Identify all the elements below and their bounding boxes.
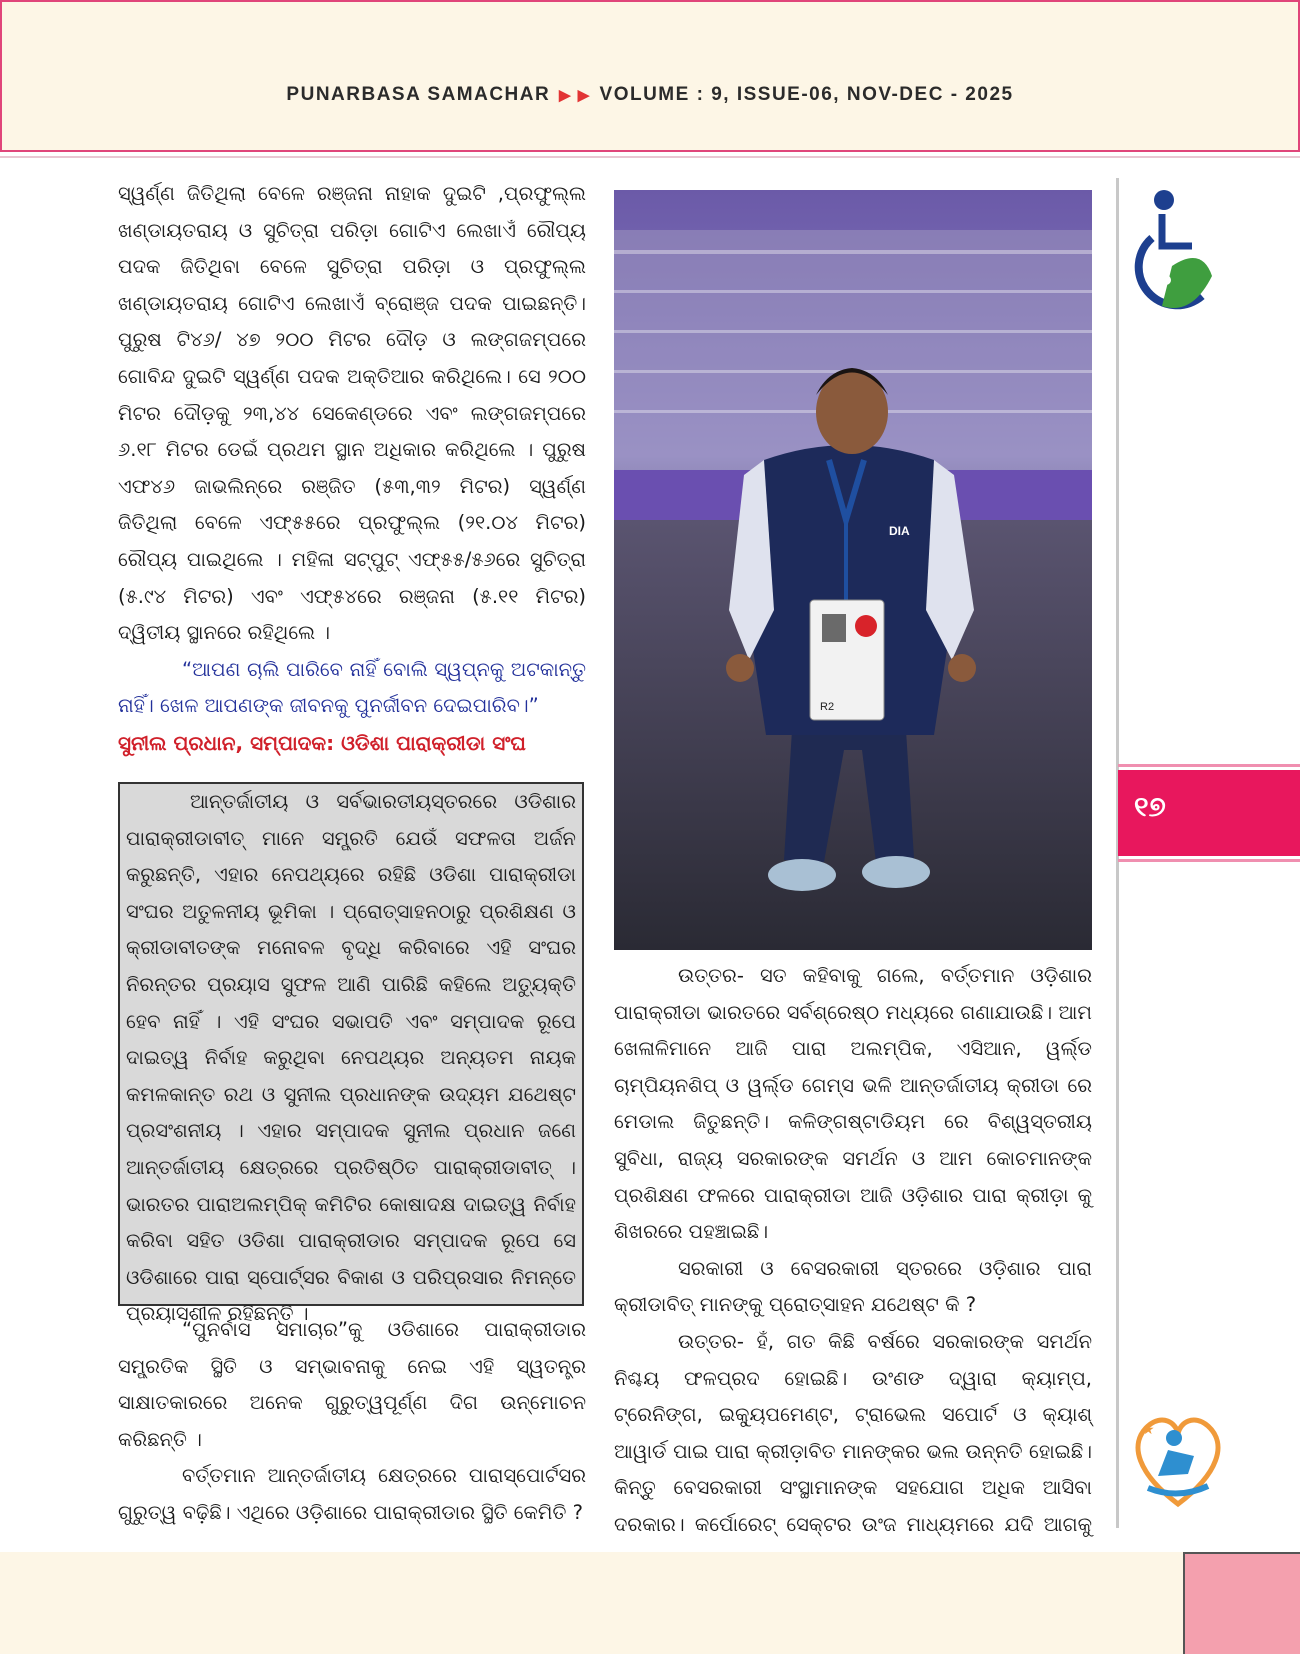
rehab-logo-icon: [1128, 1404, 1228, 1514]
magazine-name: PUNARBASA SAMACHAR: [286, 84, 551, 105]
pull-quote: “ଆପଣ ଚାଲି ପାରିବେ ନାହିଁ ବୋଲି ସ୍ୱପ୍ନକୁ ଅଟକାନ୍ତୁ ନାହିଁ। ଖେଳ ଆପଣଙ୍କ ଜୀବନକୁ ପୁନର୍ଜୀବନ ଦେଇପାରିବ।”: [118, 657, 586, 718]
header-divider: [0, 156, 1300, 158]
right-column: [614, 958, 1092, 1580]
athlete-photo-illustration: [614, 190, 1092, 950]
jacket-text: DIA: [889, 524, 910, 538]
athlete-photo: [614, 190, 1092, 950]
highlight-text: ଆନ୍ତର୍ଜାତୀୟ ଓ ସର୍ବଭାରତୀୟସ୍ତରରେ ଓଡିଶାର ପାରାକ୍ରୀଡାବୀତ୍ ମାନେ ସମ୍ପ୍ରତି ଯେଉଁ ସଫଳତା ଅର୍ଜନ କରୁଛନ୍ତି, ଏହାର ନେପଥ୍ୟରେ ରହିଛି ଓଡିଶା ପାରାକ୍ରୀଡା ସଂଘର ଅତୁଳନୀୟ ଭୂମିକା । ପ୍ରୋତ୍ସାହନଠାରୁ ପ୍ରଶିକ୍ଷଣ ଓ କ୍ରୀଡାବୀତଙ୍କ ମନୋବଳ ବୃଦ୍ଧି କରିବାରେ ଏହି ସଂଘର ନିରନ୍ତର ପ୍ରୟାସ ସୁଫଳ ଆଣି ପାରିଛି କହିଲେ ଅତ୍ୟୁକ୍ତି ହେବ ନାହିଁ । ଏହି ସଂଘର ସଭାପତି ଏବଂ ସମ୍ପାଦକ ରୂପେ ଦାଇତ୍ୱ ନିର୍ବାହ କରୁଥିବା ନେପଥ୍ୟର ଅନ୍ୟତମ ନାୟକ କମଳକାନ୍ତ ରଥ ଓ ସୁନୀଲ ପ୍ରଧାନଙ୍କ ଉଦ୍ୟମ ଯଥେଷ୍ଟ ପ୍ରସଂଶନୀୟ । ଏହାର ସମ୍ପାଦକ ସୁନୀଲ ପ୍ରଧାନ ଜଣେ ଆନ୍ତର୍ଜାତୀୟ କ୍ଷେତ୍ରରେ ପ୍ରତିଷ୍ଠିତ ପାରାକ୍ରୀଡାବୀତ୍ । ଭାରତର ପାରାଅଲମ୍ପିକ୍ କମିଟିର କୋଷାଦକ୍ଷ ଦାଇତ୍ୱ ନିର୍ବାହ କରିବା ସହିତ ଓଡିଶା ପାରାକ୍ରୀଡାର ସମ୍ପାଦକ ରୂପେ ସେ ଓଡିଶାରେ ପାରା ସ୍ପୋର୍ଟ୍ସର ବିକାଶ ଓ ପରିପ୍ରସାର ନିମନ୍ତେ ପ୍ରୟାସଶୀଳ ରହିଛନ୍ତି ।: [126, 790, 576, 1326]
highlight-box: [118, 782, 584, 1326]
issue-info: VOLUME : 9, ISSUE-06, NOV-DEC - 2025: [599, 84, 1014, 105]
page-footer: [0, 1552, 1300, 1654]
left-column-continued: [118, 1312, 586, 1532]
article-paragraph: “ପୁନର୍ବାସ ସମାଚାର”କୁ ଓଡିଶାରେ ପାରାକ୍ରୀଡାର ସମ୍ପ୍ରତିକ ସ୍ଥିତି ଓ ସମ୍ଭାବନାକୁ ନେଇ ଏହି ସ୍ୱତନ୍ତ୍ର ସାକ୍ଷାତକାରରେ ଅନେକ ଗୁରୁତ୍ୱପୂର୍ଣ୍ଣ ଦିଗ ଉନ୍ମୋଚନ କରିଛନ୍ତି ।: [118, 1318, 586, 1451]
page-tab-border: [1118, 859, 1300, 862]
parasports-logo-icon: [1132, 186, 1218, 326]
double-arrow-icon: ▶ ▶: [559, 87, 591, 104]
page-number: ୧୭: [1134, 790, 1166, 823]
masthead-title: [0, 84, 1300, 106]
badge-text: R2: [820, 701, 835, 713]
interview-answer: ଉତ୍ତର- ହଁ, ଗତ କିଛି ବର୍ଷରେ ସରକାରଙ୍କ ସମର୍ଥନ ନିଶ୍ଚୟ ଫଳପ୍ରଦ ହୋଇଛି। ଉଂଣଙ ଦ୍ୱାରା କ୍ୟାମ୍ପ, ଟ୍ରେନିଙ୍ଗ, ଇକ୍ୟୁପମେଣ୍ଟ, ଟ୍ରାଭେଲ ସପୋର୍ଟ ଓ କ୍ୟାଶ୍ ଆୱାର୍ଡ ପାଇ ପାରା କ୍ରୀଡ଼ାବିତ ମାନଙ୍କର ଭଲ ଉନ୍ନତି ହୋଇଛି। କିନ୍ତୁ ବେସରକାରୀ ସଂସ୍ଥାମାନଙ୍କ ସହଯୋଗ ଅଧିକ ଆସିବା ଦରକାର। କର୍ପୋରେଟ୍ ସେକ୍ଟର ଉଂଜ ମାଧ୍ୟମରେ ଯଦି ଆଗକୁ: [614, 1329, 1092, 1536]
masthead: [0, 0, 1300, 152]
quote-byline: ସୁନୀଲ ପ୍ରଧାନ, ସମ୍ପାଦକ: ଓଡିଶା ପାରାକ୍ରୀଡା ସଂଘ: [118, 730, 526, 755]
interview-answer: ଉତ୍ତର- ସତ କହିବାକୁ ଗଲେ, ବର୍ତ୍ତମାନ ଓଡ଼ିଶାର ପାରାକ୍ରୀଡା ଭାରତରେ ସର୍ବଶ୍ରେଷ୍ଠ ମଧ୍ୟରେ ଗଣାଯାଉଛି। ଆମ ଖେଳାଳିମାନେ ଆଜି ପାରା ଅଲମ୍ପିକ, ଏସିଆନ, ୱର୍ଲ୍ଡ ଚାମ୍ପିୟନଶିପ୍ ଓ ୱର୍ଲ୍ଡ ଗେମ୍ସ ଭଳି ଆନ୍ତର୍ଜାତୀୟ କ୍ରୀଡା ରେ ମେଡାଲ ଜିତୁଛନ୍ତି। କଳିଙ୍ଗଷ୍ଟାଡିୟମ ରେ ବିଶ୍ୱସ୍ତରୀୟ ସୁବିଧା, ରାଜ୍ୟ ସରକାରଙ୍କ ସମର୍ଥନ ଓ ଆମ କୋଚମାନଙ୍କ ପ୍ରଶିକ୍ଷଣ ଫଳରେ ପାରାକ୍ରୀଡା ଆଜି ଓଡ଼ିଶାର ପାରା କ୍ରୀଡ଼ା କୁ ଶିଖରରେ ପହଞ୍ଚାଇଛି।: [614, 964, 1092, 1244]
footer-accent-box: [1183, 1552, 1300, 1654]
interview-question: ବର୍ତ୍ତମାନ ଆନ୍ତର୍ଜାତୀୟ କ୍ଷେତ୍ରରେ ପାରାସ୍ପୋର୍ଟସର ଗୁରୁତ୍ୱ ବଢ଼ିଛି। ଏଥିରେ ଓଡ଼ିଶାରେ ପାରାକ୍ରୀଡାର ସ୍ଥିତି କେମିତି ?: [118, 1464, 586, 1524]
page-tab-border: [1118, 764, 1300, 767]
article-paragraph: ସ୍ୱର୍ଣ୍ଣ ଜିତିଥିଲା ବେଳେ ରଞ୍ଜନା ନାହାକ ଦୁଇଟି ,ପ୍ରଫୁଲ୍ଲ ଖଣ୍ଡାୟତରାୟ ଓ ସୁଚିତ୍ରା ପରିଡ଼ା ଗୋଟିଏ ଲେଖାଏଁ ରୌପ୍ୟ ପଦକ ଜିତିଥିବା ବେଳେ ସୁଚିତ୍ରା ପରିଡ଼ା ଓ ପ୍ରଫୁଲ୍ଲ ଖଣ୍ଡାୟତରାୟ ଗୋଟିଏ ଲେଖାଏଁ ବ୍ରୋଞ୍ଜ ପଦକ ପାଇଛନ୍ତି। ପୁରୁଷ ଟି୪୬/ ୪୭ ୨୦୦ ମିଟର ଦୌଡ଼ ଓ ଲଙ୍ଗଜମ୍ପରେ ଗୋବିନ୍ଦ ଦୁଇଟି ସ୍ୱର୍ଣ୍ଣ ପଦକ ଅକ୍ତିଆର କରିଥିଲେ। ସେ ୨୦୦ ମିଟର ଦୌଡ଼କୁ ୨୩,୪୪ ସେକେଣ୍ଡରେ ଏବଂ ଲଙ୍ଗଜମ୍ପରେ ୬.୧୮ ମିଟର ଡେଇଁ ପ୍ରଥମ ସ୍ଥାନ ଅଧିକାର କରିଥିଲେ । ପୁରୁଷ ଏଫ୪୬ ଜାଭଲିନ୍‌ରେ ରଞ୍ଜିତ (୫୩,୩୨ ମିଟର) ସ୍ୱର୍ଣ୍ଣ ଜିତିଥିଲା ବେଳେ ଏଫ୍‌୫୫ରେ ପ୍ରଫୁଲ୍ଲ (୨୧.୦୪ ମିଟର) ରୌପ୍ୟ ପାଇଥିଲେ । ମହିଳା ସଟ୍‌ପୁଟ୍ ଏଫ୍‌୫୫/୫୬ରେ ସୁଚିତ୍ରା (୫.୯୪ ମିଟର) ଏବଂ ଏଫ୍‌୫୪ରେ ରଞ୍ଜନା (୫.୧୧ ମିଟର) ଦ୍ୱିତୀୟ ସ୍ଥାନରେ ରହିଥିଲେ ।: [118, 182, 586, 645]
left-column: [118, 176, 586, 761]
interview-question: ସରକାରୀ ଓ ବେସରକାରୀ ସ୍ତରରେ ଓଡ଼ିଶାର ପାରା କ୍ରୀଡାବିତ୍ ମାନଙ୍କୁ ପ୍ରୋତ୍ସାହନ ଯଥେଷ୍ଟ କି ?: [614, 1256, 1092, 1317]
svg-text:★: ★: [1142, 1422, 1155, 1438]
